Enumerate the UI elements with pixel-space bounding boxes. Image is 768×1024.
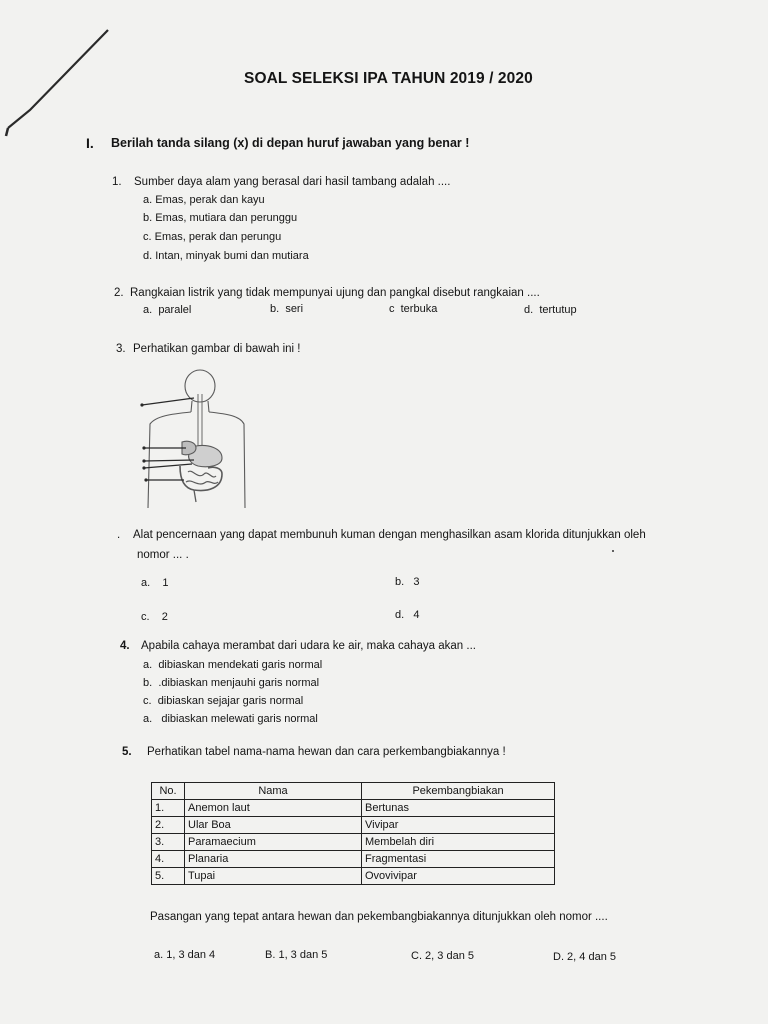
option-text: 1	[162, 577, 169, 589]
option-text: dibiaskan sejajar garis normal	[157, 695, 304, 707]
page-title: SOAL SELEKSI IPA TAHUN 2019 / 2020	[244, 70, 533, 87]
digestive-system-diagram	[136, 368, 264, 516]
question-3-number: 3.	[116, 343, 126, 355]
question-1-option-b: b. Emas, mutiara dan perunggu	[143, 212, 298, 224]
animal-reproduction-table	[151, 782, 555, 885]
question-3-option-c	[141, 611, 168, 623]
table-row	[152, 868, 555, 885]
question-1-option-d: d. Intan, minyak bumi dan mutiara	[143, 250, 309, 262]
section-instruction: Berilah tanda silang (x) di depan huruf jawaban yang benar !	[111, 136, 470, 150]
question-1-number: 1.	[112, 176, 122, 188]
option-text: 4	[413, 609, 420, 621]
table-cell-no: 4.	[152, 851, 185, 868]
question-5-option-c: C. 2, 3 dan 5	[411, 950, 474, 962]
question-1-option-a: a. Emas, perak dan kayu	[143, 194, 265, 206]
question-2-option-b	[270, 303, 303, 315]
table-cell-nama: Planaria	[185, 851, 362, 868]
question-4-option-d	[143, 713, 318, 725]
question-4-number: 4.	[120, 640, 130, 652]
option-text: 3	[413, 576, 420, 588]
question-5-pairing-question: Pasangan yang tepat antara hewan dan pekembangbiakannya ditunjukkan oleh nomor ....	[150, 911, 608, 923]
option-letter: c.	[143, 695, 152, 707]
question-3-option-a	[141, 577, 169, 589]
question-4-text: Apabila cahaya merambat dari udara ke air, maka cahaya akan ...	[141, 640, 476, 652]
column-header-no: No.	[152, 783, 185, 800]
question-5-option-d: D. 2, 4 dan 5	[553, 951, 616, 963]
option-text: seri	[285, 303, 304, 315]
table-cell-nama: Ular Boa	[185, 817, 362, 834]
question-4-option-a	[143, 659, 322, 671]
option-letter: c	[389, 303, 395, 315]
question-3-followup-line-1: Alat pencernaan yang dapat membunuh kuman dengan menghasilkan asam klorida ditunjukkan oleh	[133, 529, 646, 541]
table-cell-no: 5.	[152, 868, 185, 885]
option-letter: b.	[143, 677, 153, 689]
table-cell-nama: Tupai	[185, 868, 362, 885]
option-text: .dibiaskan menjauhi garis normal	[158, 677, 320, 689]
question-3-bullet: .	[117, 529, 121, 541]
question-2-number: 2.	[114, 287, 124, 299]
table-cell-pekembangbiakan: Ovovivipar	[362, 868, 555, 885]
question-5-text: Perhatikan tabel nama-nama hewan dan cara perkembangbiakannya !	[147, 746, 506, 758]
column-header-nama: Nama	[185, 783, 362, 800]
question-1-option-c: c. Emas, perak dan perungu	[143, 231, 282, 243]
table-cell-nama: Anemon laut	[185, 800, 362, 817]
table-cell-pekembangbiakan: Bertunas	[362, 800, 555, 817]
question-5-number: 5.	[122, 746, 132, 758]
question-4-option-b	[143, 677, 319, 689]
table-cell-pekembangbiakan: Membelah diri	[362, 834, 555, 851]
table-row	[152, 851, 555, 868]
section-number: I.	[86, 135, 94, 151]
table-header-row	[152, 783, 555, 800]
table-cell-no: 2.	[152, 817, 185, 834]
option-letter: b.	[395, 576, 405, 588]
table-cell-no: 1.	[152, 800, 185, 817]
table-row	[152, 817, 555, 834]
option-text: dibiaskan mendekati garis normal	[158, 659, 323, 671]
question-3-text: Perhatikan gambar di bawah ini !	[133, 343, 301, 355]
option-text: terbuka	[400, 303, 438, 315]
option-letter: c.	[141, 611, 150, 623]
option-letter: a.	[141, 577, 151, 589]
option-text: paralel	[158, 304, 192, 316]
option-text: dibiaskan melewati garis normal	[161, 713, 318, 725]
pen-stroke-mark	[0, 0, 120, 150]
question-2-option-a	[143, 304, 191, 316]
table-cell-no: 3.	[152, 834, 185, 851]
option-letter: d.	[524, 304, 534, 316]
question-2-option-c	[389, 303, 437, 315]
option-text: tertutup	[539, 304, 577, 316]
question-3-option-b	[395, 576, 419, 588]
question-5-option-b: B. 1, 3 dan 5	[265, 949, 328, 961]
question-4-option-c	[143, 695, 303, 707]
question-5-option-a: a. 1, 3 dan 4	[154, 949, 216, 961]
column-header-pekembangbiakan: Pekembangbiakan	[362, 783, 555, 800]
question-3-followup-line-2: nomor ... .	[137, 549, 189, 561]
option-letter: a.	[143, 304, 153, 316]
option-letter: a.	[143, 659, 153, 671]
table-cell-nama: Paramaecium	[185, 834, 362, 851]
table-row	[152, 834, 555, 851]
option-letter: d.	[395, 609, 405, 621]
option-letter: a.	[143, 713, 153, 725]
question-2-option-d	[524, 304, 577, 316]
table-cell-pekembangbiakan: Fragmentasi	[362, 851, 555, 868]
option-letter: b.	[270, 303, 280, 315]
option-text: 2	[161, 611, 168, 623]
question-1-text: Sumber daya alam yang berasal dari hasil tambang adalah ....	[134, 176, 451, 188]
question-3-option-d	[395, 609, 419, 621]
question-2-text: Rangkaian listrik yang tidak mempunyai ujung dan pangkal disebut rangkaian ....	[130, 287, 540, 299]
table-cell-pekembangbiakan: Vivipar	[362, 817, 555, 834]
table-row	[152, 800, 555, 817]
stray-dot	[612, 550, 614, 552]
